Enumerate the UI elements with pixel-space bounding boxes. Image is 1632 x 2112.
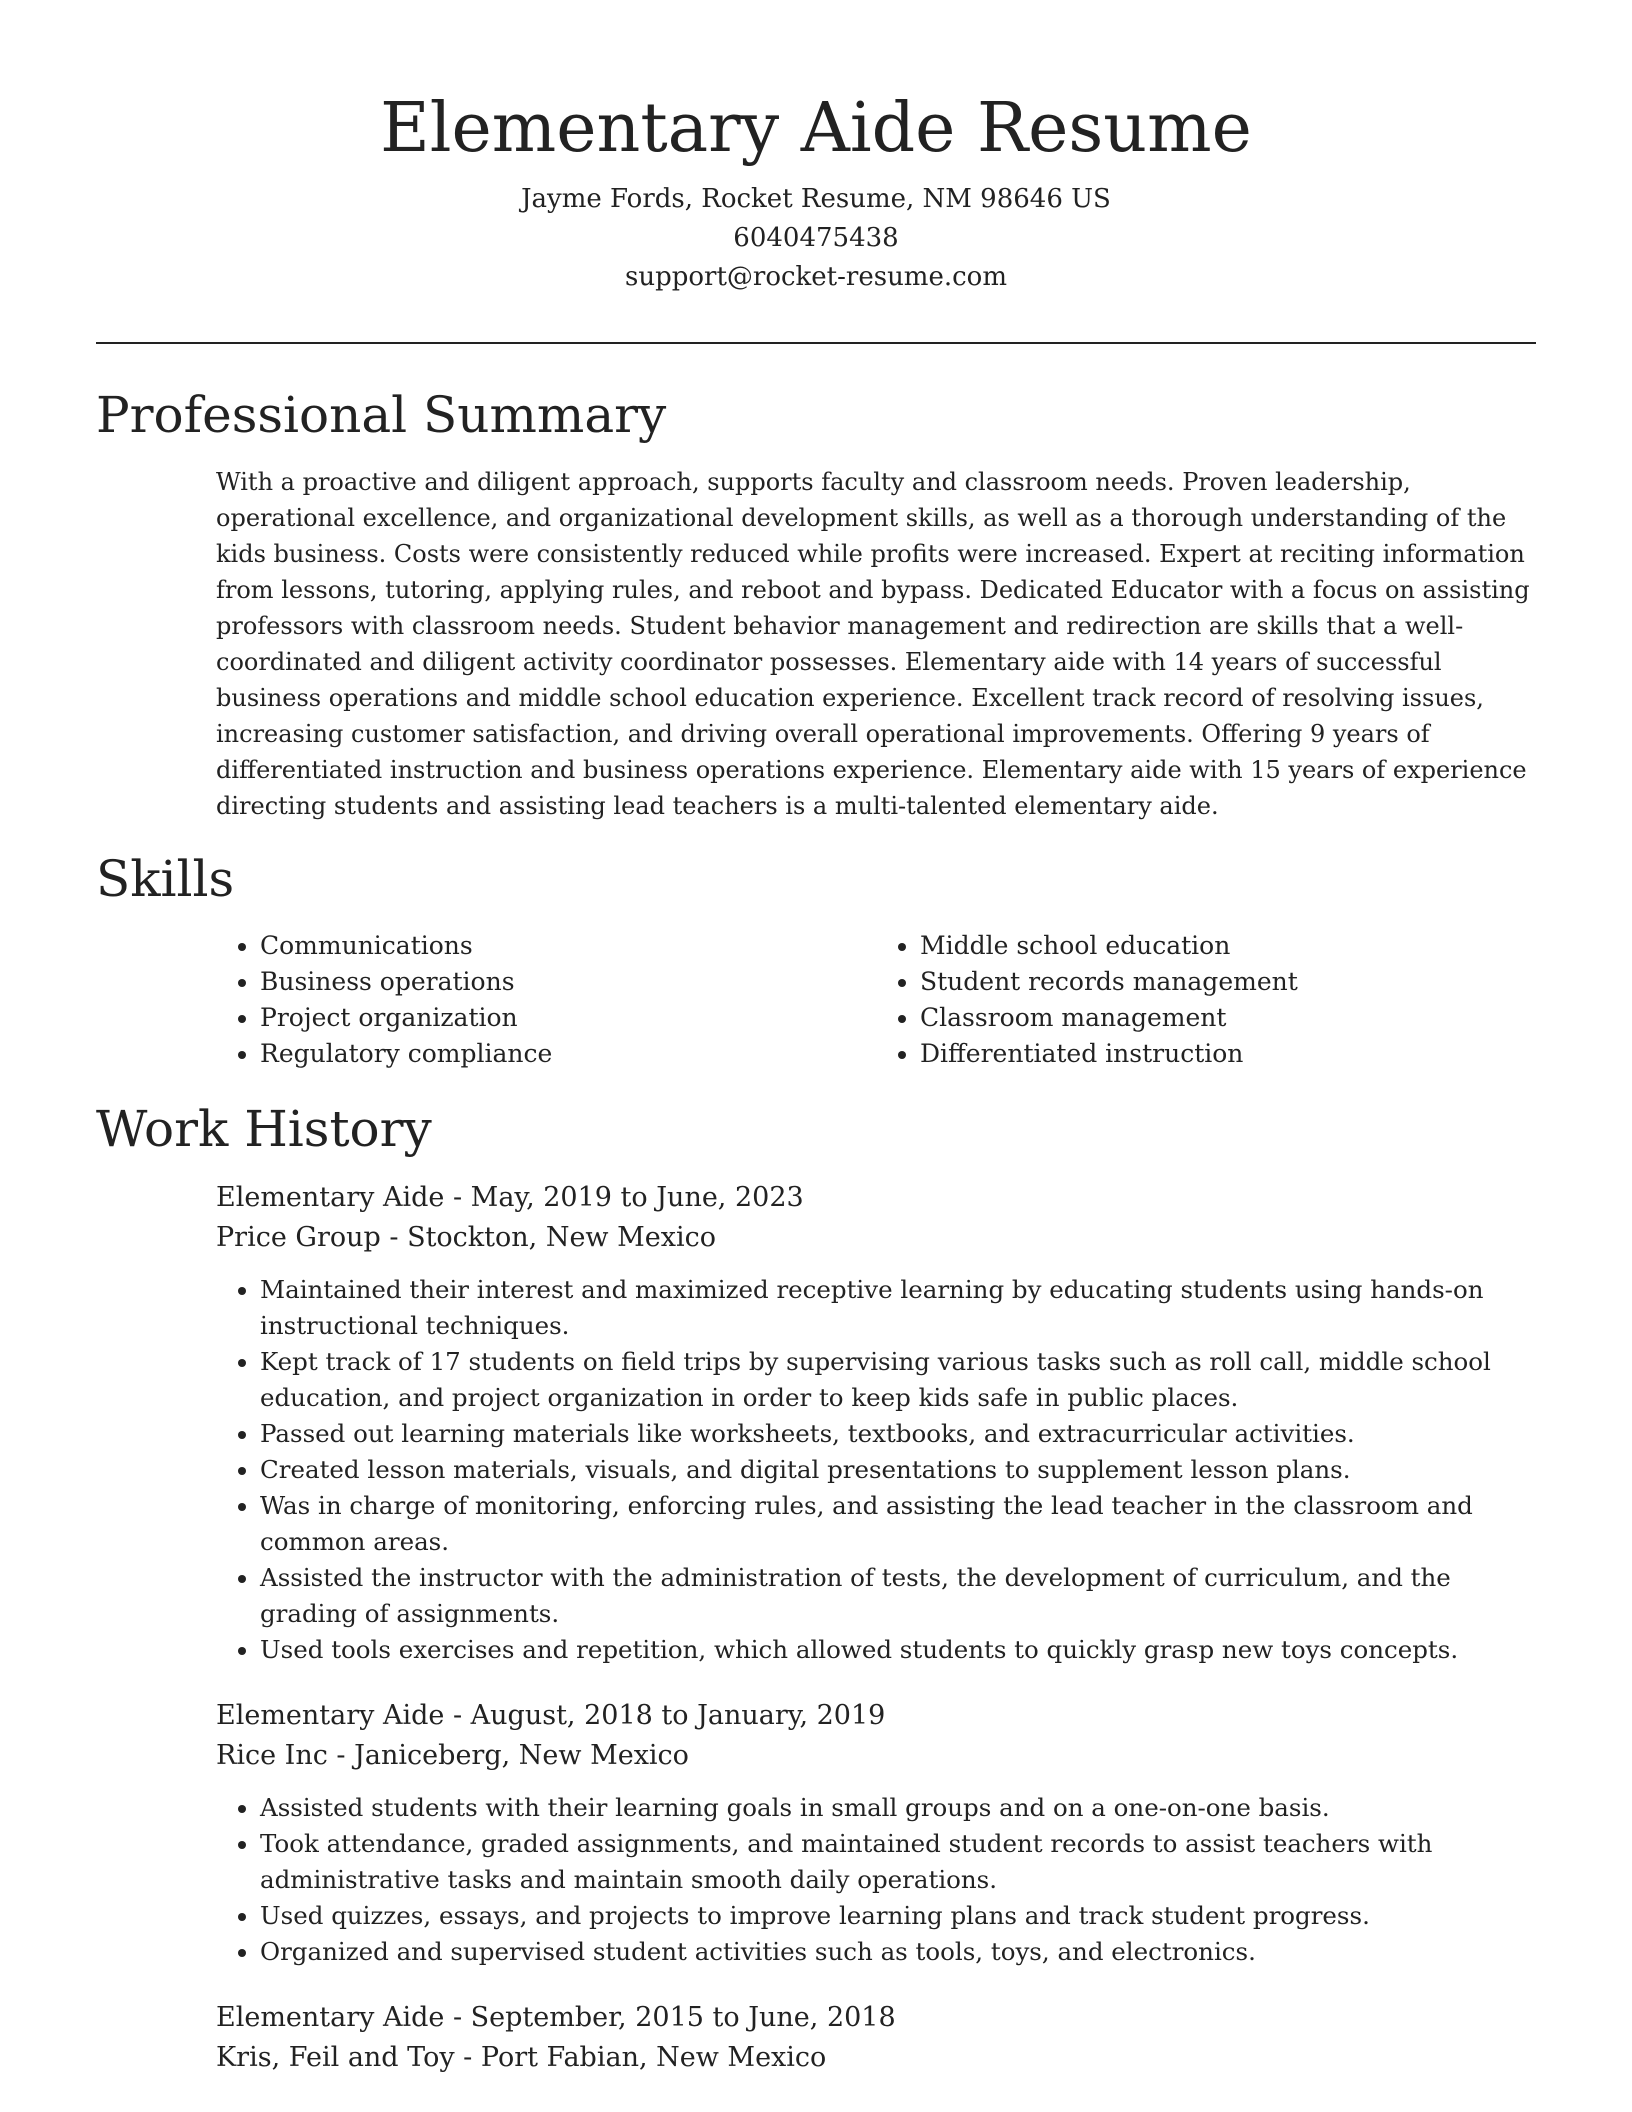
skill-item: • Communications <box>260 928 876 964</box>
page-title: Elementary Aide Resume <box>380 89 1252 168</box>
job-duty: • Took attendance, graded assignments, and maintained student records to assist teachers with administrative tasks and maintain smooth daily operations. <box>260 1826 1536 1898</box>
contact-address: Jayme Fords, Rocket Resume, NM 98646 US <box>521 184 1111 214</box>
skill-item: • Regulatory compliance <box>260 1036 876 1072</box>
skills-column-right <box>876 928 1536 1072</box>
work-history-section <box>96 1094 1536 2078</box>
skill-item: • Business operations <box>260 964 876 1000</box>
summary-text: With a proactive and diligent approach, supports faculty and classroom needs. Proven leadership, operational excellence, and organizational development skills, as well as a thorough understanding of the kids business. Costs were consistently reduced while profits were increased. Expert at reciting information from lessons, tutoring, applying rules, and reboot and bypass. Dedicated Educator with a focus on assisting professors with classroom needs. Student behavior management and redirection are skills that a well-coordinated and diligent activity coordinator possesses. Elementary aide with 14 years of successful business operations and middle school education experience. Excellent track record of resolving issues, increasing customer satisfaction, and driving overall operational improvements. Offering 9 years of differentiated instruction and business operations experience. Elementary aide with 15 years of experience directing students and assisting lead teachers is a multi-talented elementary aide. <box>216 468 1530 820</box>
job-entry <box>216 1696 1536 1970</box>
skills-heading: Skills <box>96 850 235 908</box>
job-entry <box>216 1178 1536 1668</box>
job-employer: Kris, Feil and Toy - Port Fabian, New Mexico <box>216 2042 827 2073</box>
job-title: Elementary Aide - September, 2015 to June, 2018 <box>216 2002 896 2033</box>
job-duty: • Maintained their interest and maximized receptive learning by educating students using hands-on instructional techniques. <box>260 1272 1536 1344</box>
job-title: Elementary Aide - May, 2019 to June, 2023 <box>216 1182 804 1213</box>
contact-phone: 6040475438 <box>733 223 899 253</box>
job-duty: • Organized and supervised student activities such as tools, toys, and electronics. <box>260 1934 1536 1970</box>
job-duty: • Kept track of 17 students on field trips by supervising various tasks such as roll call, middle school education, and project organization in order to keep kids safe in public places. <box>260 1344 1536 1416</box>
contact-info <box>0 180 1632 297</box>
job-duty: • Passed out learning materials like worksheets, textbooks, and extracurricular activities. <box>260 1416 1536 1452</box>
job-employer: Rice Inc - Janiceberg, New Mexico <box>216 1740 689 1771</box>
skill-item: • Classroom management <box>920 1000 1536 1036</box>
job-title: Elementary Aide - August, 2018 to January, 2019 <box>216 1700 886 1731</box>
job-duty: • Created lesson materials, visuals, and digital presentations to supplement lesson plans. <box>260 1452 1536 1488</box>
job-employer: Price Group - Stockton, New Mexico <box>216 1222 716 1253</box>
summary-section <box>96 380 1536 824</box>
job-duty: • Used quizzes, essays, and projects to improve learning plans and track student progress. <box>260 1898 1536 1934</box>
job-duties-list <box>216 1272 1536 1668</box>
skills-grid <box>216 928 1536 1072</box>
job-duty: • Used tools exercises and repetition, which allowed students to quickly grasp new toys concepts. <box>260 1632 1536 1668</box>
skills-column-left <box>216 928 876 1072</box>
skill-item: • Student records management <box>920 964 1536 1000</box>
work-history-heading: Work History <box>96 1100 432 1158</box>
skill-item: • Differentiated instruction <box>920 1036 1536 1072</box>
job-duty: • Was in charge of monitoring, enforcing rules, and assisting the lead teacher in the classroom and common areas. <box>260 1488 1536 1560</box>
skill-item: • Project organization <box>260 1000 876 1036</box>
summary-heading: Professional Summary <box>96 386 667 444</box>
skills-section <box>96 844 1536 1072</box>
job-duties-list <box>216 1790 1536 1970</box>
job-duty: • Assisted the instructor with the administration of tests, the development of curriculum, and the grading of assignments. <box>260 1560 1536 1632</box>
contact-email: support@rocket-resume.com <box>624 262 1007 292</box>
skill-item: • Middle school education <box>920 928 1536 964</box>
header-divider <box>96 342 1536 344</box>
job-entry <box>216 1998 1536 2078</box>
job-duty: • Assisted students with their learning goals in small groups and on a one-on-one basis. <box>260 1790 1536 1826</box>
resume-header <box>0 0 1632 297</box>
resume-body <box>96 380 1536 2078</box>
